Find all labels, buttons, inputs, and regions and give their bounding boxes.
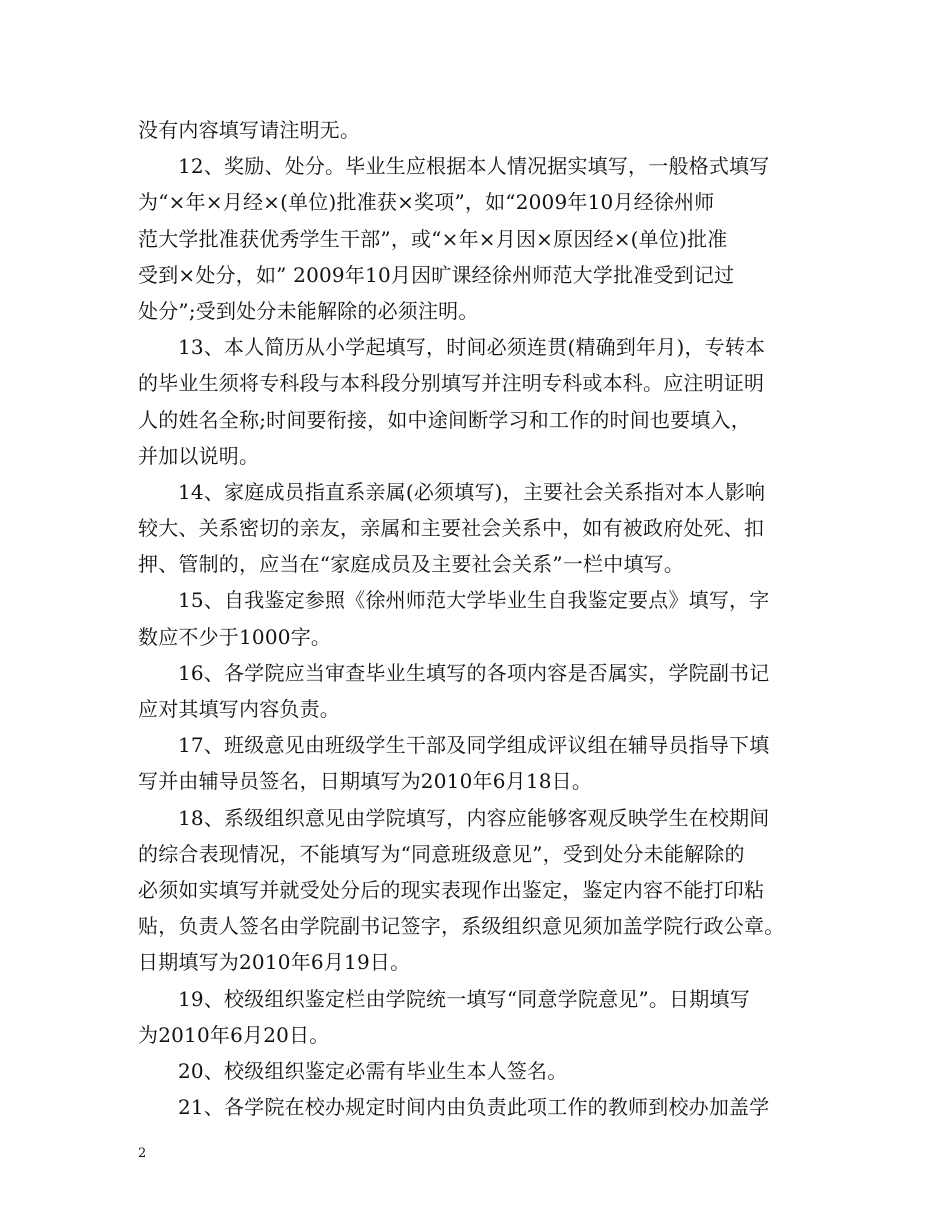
text-line: 18、系级组织意见由学院填写，内容应能够客观反映学生在校期间 xyxy=(178,805,770,830)
text-line: 17、班级意见由班级学生干部及同学组成评议组在辅导员指导下填 xyxy=(178,733,770,758)
text-line: 必须如实填写并就受处分后的现实表现作出鉴定，鉴定内容不能打印粘 xyxy=(138,877,765,902)
text-line: 较大、关系密切的亲友，亲属和主要社会关系中，如有被政府处死、扣 xyxy=(138,516,765,541)
text-line: 的毕业生须将专科段与本科段分别填写并注明专科或本科。应注明证明 xyxy=(138,371,765,396)
text-line: 12、奖励、处分。毕业生应根据本人情况据实填写，一般格式填写 xyxy=(178,154,770,179)
text-line: 写并由辅导员签名，日期填写为2010年6月18日。 xyxy=(138,769,593,794)
text-line: 应对其填写内容负责。 xyxy=(138,697,340,721)
text-line: 人的姓名全称;时间要衔接，如中途间断学习和工作的时间也要填入， xyxy=(138,407,751,432)
text-line: 受到×处分，如” 2009年10月因旷课经徐州师范大学批准受到记过 xyxy=(138,262,735,287)
text-line: 19、校级组织鉴定栏由学院统一填写“同意学院意见”。日期填写 xyxy=(178,986,750,1011)
text-line: 为“×年×月经×(单位)批准获×奖项”，如“2009年10月经徐州师 xyxy=(138,190,715,215)
text-line: 14、家庭成员指直系亲属(必须填写)，主要社会关系指对本人影响 xyxy=(178,479,766,504)
text-line: 日期填写为2010年6月19日。 xyxy=(138,950,411,975)
text-line: 为2010年6月20日。 xyxy=(138,1022,330,1047)
text-line: 15、自我鉴定参照《徐州师范大学毕业生自我鉴定要点》填写，字 xyxy=(178,588,770,613)
text-line: 16、各学院应当审查毕业生填写的各项内容是否属实，学院副书记 xyxy=(178,660,770,685)
text-line: 范大学批准获优秀学生干部”，或“×年×月因×原因经×(单位)批准 xyxy=(138,226,728,251)
text-line: 13、本人简历从小学起填写，时间必须连贯(精确到年月)，专转本 xyxy=(178,335,766,360)
text-line: 处分”;受到处分未能解除的必须注明。 xyxy=(138,298,479,323)
text-line: 21、各学院在校办规定时间内由负责此项工作的教师到校办加盖学 xyxy=(178,1095,770,1120)
text-line: 的综合表现情况，不能填写为“同意班级意见”，受到处分未能解除的 xyxy=(138,841,745,866)
text-line: 押、管制的，应当在“家庭成员及主要社会关系”一栏中填写。 xyxy=(138,552,685,577)
text-line: 并加以说明。 xyxy=(138,443,260,468)
text-line: 20、校级组织鉴定必需有毕业生本人签名。 xyxy=(178,1058,568,1083)
page-number: 2 xyxy=(138,1146,147,1161)
text-line: 数应不少于1000字。 xyxy=(138,624,332,649)
document-body xyxy=(138,112,828,1125)
text-line: 没有内容填写请注明无。 xyxy=(138,118,361,142)
text-line: 贴，负责人签名由学院副书记签字，系级组织意见须加盖学院行政公章。 xyxy=(138,914,785,939)
